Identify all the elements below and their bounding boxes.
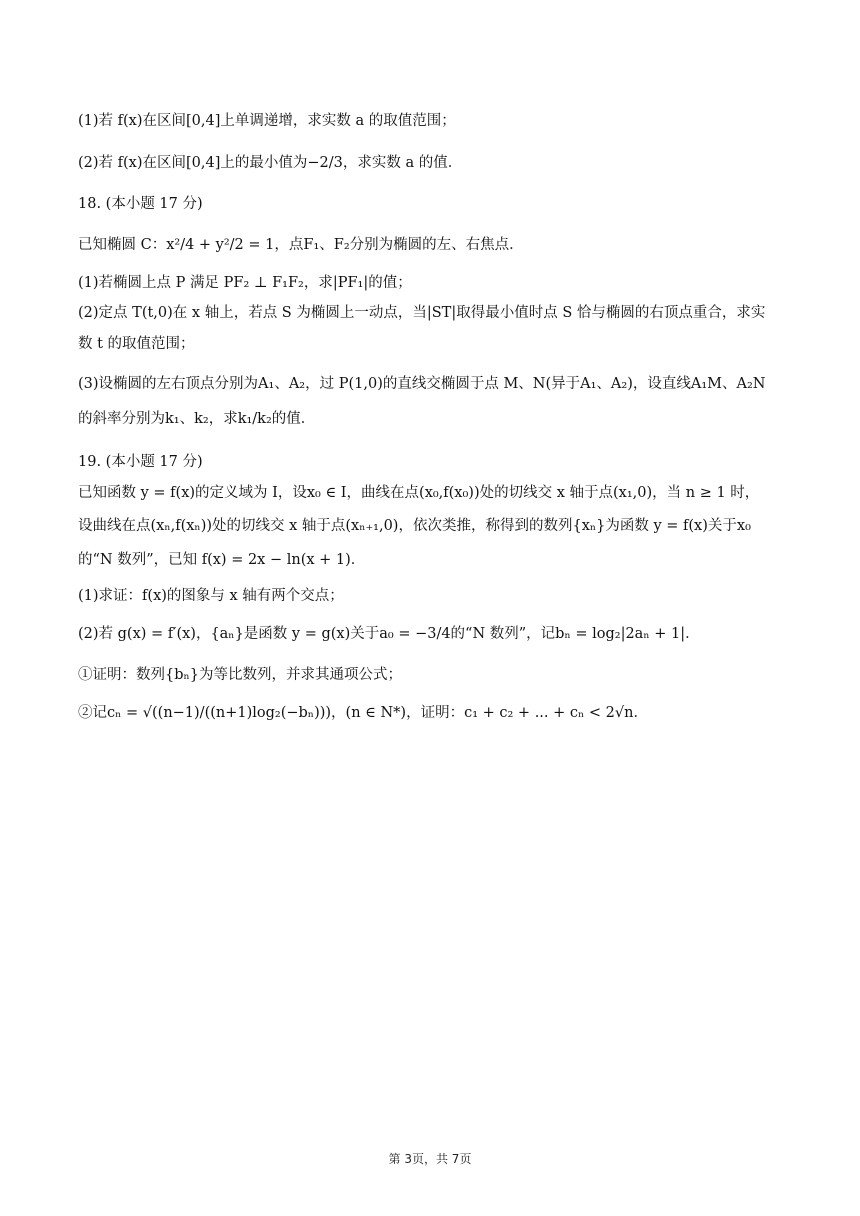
page-footer: 第 3页，共 7页 (388, 1152, 472, 1166)
heading-q19: 19. (本小题 17 分) (78, 454, 203, 470)
line-q19-stem1: 已知函数 y = f(x)的定义域为 I，设x₀ ∈ I，曲线在点(x₀,f(x₀))处的切线交 x 轴于点(x₁,0)，当 n ≥ 1 时， (78, 485, 760, 501)
line-q19-stem2: 设曲线在点(xₙ,f(xₙ))处的切线交 x 轴于点(xₙ₊₁,0)，依次类推，称得到的数列{xₙ}为函数 y = f(x)关于x₀ (78, 518, 751, 534)
line-q18-part3-cont: 的斜率分别为k₁、k₂，求k₁/k₂的值． (78, 411, 316, 427)
line-q17-part2: (2)若 f(x)在区间[0,4]上的最小值为−2/3，求实数 a 的值． (78, 155, 463, 171)
line-q19-part1: (1)求证：f(x)的图象与 x 轴有两个交点； (78, 588, 344, 604)
line-q19-stem3: 的“N 数列”，已知 f(x) = 2x − ln(x + 1)． (78, 552, 366, 568)
line-q18-part2-cont: 数 t 的取值范围； (78, 336, 195, 352)
line-q19-sub1: ①证明：数列{bₙ}为等比数列，并求其通项公式； (78, 667, 403, 683)
line-q18-part2: (2)定点 T(t,0)在 x 轴上，若点 S 为椭圆上一动点，当|ST|取得最小值时点 S 恰与椭圆的右顶点重合，求实 (78, 305, 766, 321)
line-q19-part2: (2)若 g(x) = f′(x)，{aₙ}是函数 y = g(x)关于a₀ = −3/4的“N 数列”，记bₙ = log₂|2aₙ + 1|． (78, 626, 700, 642)
line-q17-part1: (1)若 f(x)在区间[0,4]上单调递增，求实数 a 的取值范围； (78, 113, 456, 129)
line-q19-sub2: ②记cₙ = √((n−1)/((n+1)log₂(−bₙ)))，(n ∈ N*)，证明：c₁ + c₂ + ... + cₙ < 2√n． (78, 705, 648, 721)
heading-q18: 18. (本小题 17 分) (78, 196, 203, 212)
line-q18-part3: (3)设椭圆的左右顶点分别为A₁、A₂，过 P(1,0)的直线交椭圆于点 M、N(异于A₁、A₂)，设直线A₁M、A₂N (78, 376, 766, 392)
line-q18-stem: 已知椭圆 C：x²/4 + y²/2 = 1，点F₁、F₂分别为椭圆的左、右焦点． (78, 237, 524, 253)
line-q18-part1: (1)若椭圆上点 P 满足 PF₂ ⊥ F₁F₂，求|PF₁|的值； (78, 275, 412, 291)
